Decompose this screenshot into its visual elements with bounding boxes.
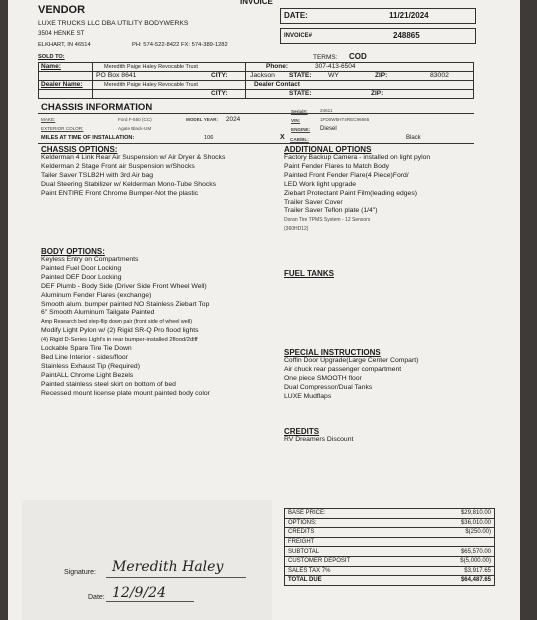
total-label: CREDITS [288, 529, 315, 536]
list-item: Amp Research bed step-flip down pair (front side of wheel well) [41, 319, 193, 326]
chassis-rule [38, 113, 474, 114]
list-item: (360HD12) [284, 226, 309, 233]
total-label: CUSTOMER DEPOSIT [288, 558, 351, 565]
zip-value: 83002 [430, 72, 449, 79]
total-value: $36,010.00 [460, 519, 491, 526]
state-label: STATE: [289, 72, 312, 79]
x-mark: X [280, 134, 285, 141]
make-value: Ford F-550 (CC) [118, 117, 152, 122]
fuel-tanks-heading: FUEL TANKS [284, 269, 334, 278]
terms-value: COD [349, 52, 367, 61]
list-item: Ziebart Protectant Paint Film(leading edges) [284, 189, 417, 197]
customer-grid-line [245, 62, 246, 98]
total-label: FREIGHT [288, 539, 315, 546]
total-value: $64,487.65 [460, 577, 491, 584]
invoice-title: INVOICE [240, 0, 273, 6]
list-item: Stainless Exhaust Tip (Required) [41, 362, 140, 370]
list-item: Keyless Entry on Compartments [41, 256, 139, 263]
invoice-label: INVOICE# [284, 33, 313, 39]
serial-value: 24611 [320, 108, 333, 113]
cab-value: Black [406, 135, 421, 141]
additional-options-section [284, 145, 430, 234]
zip2-label: ZIP: [371, 90, 384, 97]
date-line [106, 601, 194, 602]
list-item: Tailer Saver TSLB2H with 3rd Air bag [41, 171, 154, 179]
list-item: Kelderman 4 Link Rear Air Suspension w/ Air Dryer & Shocks [41, 154, 226, 161]
list-item: DEF Plumb - Body Side (Driver Side Front Wheel Well) [41, 282, 207, 290]
signature-label: Signature: [64, 569, 96, 576]
chassis-rule [38, 143, 474, 144]
terms-label: TERMS: [313, 54, 338, 61]
ext-color-label: EXTERIOR COLOR: [41, 126, 84, 131]
list-item: (4) Rigid D-Series Light's in rear bumper-installed 2flood/2diff [41, 337, 198, 344]
list-item: Coffin Door Upgrade(Large Center Compart) [284, 357, 419, 364]
total-label: SUBTOTAL [288, 548, 320, 555]
additional-options-list [284, 154, 430, 234]
chassis-heading: CHASSIS INFORMATION [41, 102, 153, 113]
list-item: Paint ENTIRE Front Chrome Bumper-Not the plastic [41, 189, 199, 197]
total-value: $3,917.65 [464, 567, 491, 574]
list-item: RV Dreamers Discount [284, 436, 354, 443]
list-item: Lockable Spare Tire Tie Down [41, 345, 132, 353]
list-item: 6" Smooth Aluminum Tailgate Painted [41, 309, 155, 317]
city-value: Jackson [250, 72, 275, 79]
list-item: Paint Fender Flares to Match Body [284, 162, 390, 170]
city-label: CITY: [211, 72, 228, 79]
dealer-name-label: Dealer Name: [41, 81, 83, 88]
list-item: LUXE Mudflaps [284, 392, 332, 400]
ext-color-value: Agate Black-UM [118, 126, 152, 131]
list-item: Painted DEF Door Locking [41, 273, 122, 281]
list-item: Dual Steering Stabilizer w/ Kelderman Mono-Tube Shocks [41, 180, 217, 188]
customer-grid-line [38, 98, 474, 99]
list-item: PaintALL Chrome Light Bezels [41, 371, 134, 379]
engine-label: ENGINE: [291, 127, 311, 132]
list-item: LED Work light upgrade [284, 180, 357, 188]
total-label: BASE PRICE: [288, 510, 326, 517]
chassis-options-section [41, 145, 225, 199]
vendor-label: VENDOR [38, 4, 86, 16]
body-options-heading: BODY OPTIONS: [41, 247, 105, 256]
customer-grid-line [38, 62, 474, 63]
model-year-value: 2024 [226, 116, 241, 123]
invoice-page [8, 0, 520, 620]
serial-label: Serial#: [291, 109, 308, 114]
signature-value: Meredith Haley [112, 559, 224, 575]
sign-date-value: 12/9/24 [112, 585, 166, 601]
list-item: Trailer Saver Teflon plate (1/4") [284, 207, 378, 215]
total-row-sales-tax [285, 567, 494, 577]
chassis-options-heading: CHASSIS OPTIONS: [41, 145, 118, 154]
list-item: Kelderman 2 Stage Front air Suspension w/Shocks [41, 162, 195, 170]
vendor-phone: PH: 574-522-8422 FX: 574-389-1282 [132, 42, 228, 48]
list-item: Trailer Saver Cover [284, 198, 343, 206]
total-label: TOTAL DUE [288, 577, 322, 584]
additional-options-heading: ADDITIONAL OPTIONS [284, 145, 372, 154]
phone-value: 307-413-6504 [315, 63, 356, 70]
phone-label: Phone: [266, 63, 289, 70]
dealer-contact-label: Dealer Contact [254, 81, 300, 88]
model-year-label: MODEL YEAR: [186, 117, 218, 122]
city2-label: CITY: [211, 90, 228, 97]
vin-label: VIN: [291, 118, 301, 123]
credits-section [284, 427, 353, 445]
list-item: One piece SMOOTH floor [284, 374, 362, 382]
total-label: OPTIONS: [288, 519, 317, 526]
miles-value: 106 [204, 135, 214, 141]
date-value: 11/21/2024 [389, 11, 429, 20]
list-item: Aluminum Fender Flares (exchange) [41, 291, 152, 299]
special-instructions-list [284, 357, 418, 402]
customer-grid-line [38, 89, 474, 90]
total-row-freight [285, 538, 494, 548]
list-item: Painted Fuel Door Locking [41, 264, 122, 272]
total-value: $(250.00) [465, 529, 491, 536]
make-label: MAKE: [41, 117, 56, 122]
body-options-section [41, 247, 210, 399]
total-value: $65,570.00 [460, 548, 491, 555]
customer-name: Meredith Paige Haley Revocable Trust [104, 64, 198, 70]
credits-heading: CREDITS [284, 427, 320, 436]
total-row-options [285, 519, 494, 529]
list-item: Modify Light Pylon w/ (2) Rigid SR-Q Pro flood lights [41, 327, 199, 335]
dealer-name: Meredith Paige Haley Revocable Trust [104, 82, 198, 88]
vendor-name: LUXE TRUCKS LLC DBA UTILITY BODYWERKS [38, 20, 189, 27]
state-value: WY [328, 72, 339, 79]
list-item: Dual Compressor/Dual Tanks [284, 383, 373, 391]
total-label: SALES TAX 7% [288, 567, 331, 574]
signature-line [106, 577, 246, 578]
vendor-city: ELKHART, IN 46514 [38, 42, 91, 48]
total-row-subtotal [285, 547, 494, 557]
vin-value: 1FD0W5HT4REC96665 [320, 117, 370, 122]
total-row-credits [285, 528, 494, 538]
miles-label: MILES AT TIME OF INSTALLATION: [41, 135, 135, 141]
sold-to-label: SOLD TO: [38, 54, 65, 60]
list-item: Factory Backup Camera - installed on light pylon [284, 154, 431, 161]
invoice-value: 248865 [393, 31, 420, 40]
vendor-address: 3504 HENKE ST [38, 30, 85, 37]
total-value: $(5,000.00) [460, 558, 491, 565]
customer-grid-line [473, 62, 474, 98]
credits-list [284, 436, 353, 445]
state2-label: STATE: [289, 90, 312, 97]
total-row-total-due [285, 576, 494, 586]
totals-table [284, 508, 495, 586]
list-item: Recessed mount license plate mount painted body color [41, 389, 210, 397]
zip-label: ZIP: [375, 72, 388, 79]
special-instructions-section [284, 348, 418, 402]
customer-grid-line [92, 62, 93, 98]
special-instructions-heading: SPECIAL INSTRUCTIONS [284, 348, 381, 357]
total-row-customer-deposit [285, 557, 494, 567]
engine-value: Diesel [320, 126, 337, 132]
list-item: Bed Line Interior - sides/floor [41, 353, 128, 361]
date-box [280, 8, 476, 24]
list-item: Smooth alum. bumper painted NO Stainless Ziebart Top [41, 300, 210, 308]
invoice-box [280, 28, 476, 44]
list-item: Painted stainless steel skirt on bottom of bed [41, 380, 176, 388]
total-row-base-price [285, 509, 494, 519]
chassis-options-list [41, 154, 225, 199]
customer-grid-line [38, 62, 39, 98]
sign-date-label: Date: [88, 594, 105, 601]
total-value: $29,810.00 [460, 510, 491, 517]
name-label: Name: [41, 63, 61, 70]
list-item: Doran Tire TPMS System - 12 Sensors [284, 217, 371, 224]
date-label: DATE: [284, 11, 308, 20]
list-item: Air chuck rear passenger compartment [284, 365, 402, 373]
customer-address: PO Box 8641 [96, 72, 137, 79]
list-item: Painted Front Fender Flare(4 Piece)Ford/ [284, 171, 409, 179]
cab-label: CAB/BL: [290, 137, 309, 142]
body-options-list [41, 256, 210, 399]
